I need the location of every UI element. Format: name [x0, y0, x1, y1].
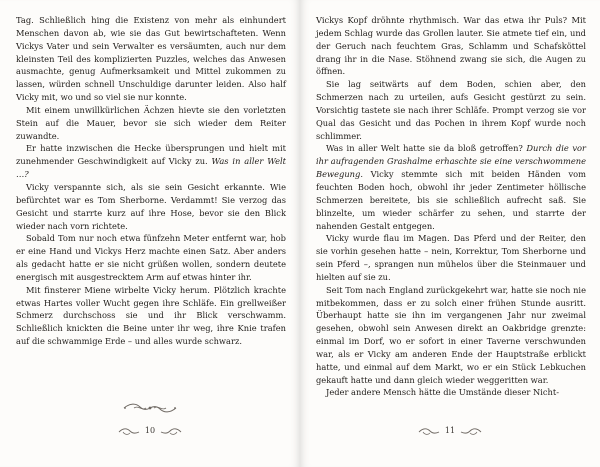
paragraph: Mit finsterer Miene wirbelte Vicky herum. Plötzlich krachte etwas Hartes voller Wucht gegen ihre Schläfe. Ein grellweißer Schmerz durchschoss sie und ihr Blick verschwamm. Schließlich knickten die Beine unter ihr weg, ihre Knie trafen auf die schwammige Erde – und alles wurde schwarz. — [16, 284, 286, 347]
paragraph: Vickys Kopf dröhnte rhythmisch. War das etwa ihr Puls? Mit jedem Schlag wurde das Grollen lauter. Sie atmete tief ein, und der Geruch nach feuchtem Gras, Schlamm und Schafsköttel drang ihr in die Nase. Stöhnend zwang sie sich, die Augen zu öffnen. — [316, 15, 586, 77]
paragraph: Sie lag seitwärts auf dem Boden, schien aber, den Schmerzen nach zu urteilen, aufs Gesicht gestürzt zu sein. Vorsichtig tastete sie nach ihrer Schläfe. Prompt verzog sie vor Qual das Gesicht und das Pochen in ihrem Kopf wurde noch schlimmer. — [316, 79, 586, 141]
right-page-text — [316, 14, 586, 399]
scene-break-ornament-icon — [0, 399, 300, 418]
right-page — [300, 0, 600, 467]
paragraph: Jeder andere Mensch hätte die Umstände dieser Nicht- — [326, 387, 560, 398]
paragraph — [16, 142, 286, 181]
paragraph-text: Vicky stemmte sich mit beiden Händen vom feuchten Boden hoch, obwohl ihr jeder Zentimeter höllische Schmerzen bereitete, bis sie schließlich aufrecht saß. Sie blinzelte, um wieder schärfer zu sehen, und starrte der nahenden Gestalt entgegen. — [316, 169, 586, 231]
paragraph: Seit Tom nach England zurückgekehrt war, hatte sie noch nie mitbekommen, dass er zu solch einer frühen Stunde ausritt. Überhaupt hatte sie ihn im vergangenen Jahr nur zweimal gesehen, obwohl sein Anwesen direkt an Oakbridge grenzte: einmal im Dorf, wo er sofort in einer Taverne verschwunden war, als er Vicky am anderen Ende der Hauptstraße erblickt hatte, und einmal auf dem Markt, wo er ein Stück Lebkuchen gekauft hatte und dann gleich wieder weggeritten war. — [316, 284, 586, 385]
paragraph — [316, 142, 586, 232]
folio-flourish-right-icon — [460, 427, 482, 437]
paragraph: Sobald Tom nur noch etwa fünfzehn Meter entfernt war, hob er eine Hand und Vickys Herz machte einen Satz. Aber anders als gedacht hatte er sie nicht grüßen wollen, sondern deutete energisch mit ausgestrecktem Arm auf etwas hinter ihr. — [16, 233, 286, 282]
italic-thought: Was in aller Welt …? — [16, 156, 286, 180]
paragraph-text: Was in aller Welt hatte sie da bloß getroffen? — [326, 143, 527, 154]
folio-flourish-right-icon — [160, 427, 182, 437]
left-page-text — [16, 14, 286, 348]
paragraph: Tag. Schließlich hing die Existenz von mehr als einhundert Menschen davon ab, wie sie das Gut bewirtschafteten. Wenn Vickys Vater und sein Verwalter es versäumten, auch nur dem kleinsten Teil des komplizierten Puzzles, welches das Anwesen ausmachte, genug Aufmerksamkeit und Mittel zukommen zu lassen, würden schnell Unschuldige darunter leiden. Also half Vicky mit, wo und so viel sie nur konnte. — [16, 15, 286, 103]
italic-thought: Durch die vor ihr aufragenden Grashalme erhaschte sie eine verschwommene Bewegung. — [316, 143, 586, 180]
right-footer — [300, 426, 600, 438]
paragraph: Mit einem unwillkürlichen Ächzen hievte sie den vorletzten Stein auf die Mauer, bevor sie sich wieder dem Reiter zuwandte. — [16, 104, 286, 141]
paragraph-text: Er hatte inzwischen die Hecke übersprungen und hielt mit zunehmender Geschwindigkeit auf Vicky zu. — [16, 143, 286, 167]
page-number: 10 — [144, 426, 156, 435]
left-footer — [0, 426, 300, 438]
page-number: 11 — [444, 426, 456, 435]
paragraph: Vicky wurde flau im Magen. Das Pferd und der Reiter, den sie vorhin gesehen hatte – nein, Korrektur, Tom Sherborne und sein Pferd –, sprangen nun mühelos über die Steinmauer und hielten auf sie zu. — [316, 233, 586, 282]
paragraph: Vicky verspannte sich, als sie sein Gesicht erkannte. Wie befürchtet war es Tom Sherborne. Verdammt! Sie verzog das Gesicht und starrte kurz auf ihre Hose, bevor sie den Blick wieder nach vorn richtete. — [16, 181, 286, 231]
